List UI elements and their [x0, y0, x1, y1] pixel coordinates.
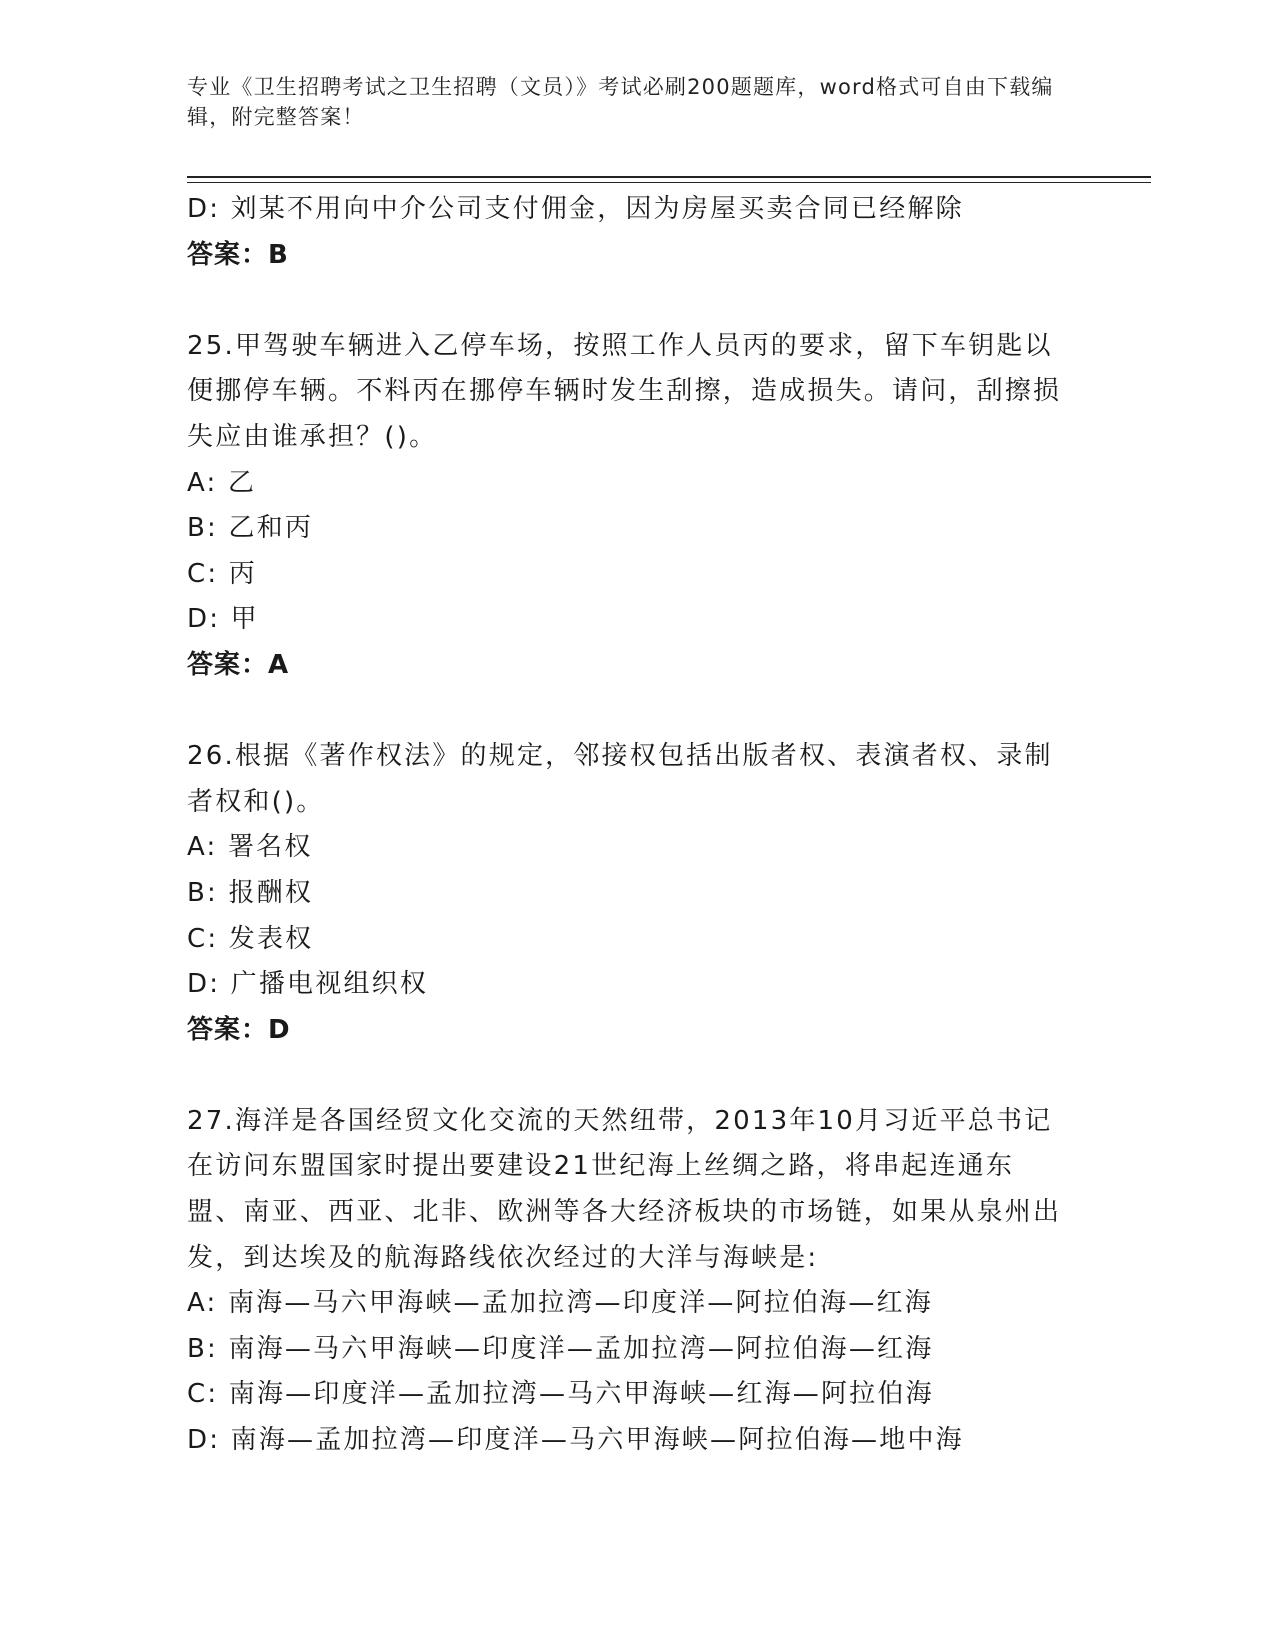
- option-c: C: 丙: [187, 558, 257, 589]
- question-27-text: 27.海洋是各国经贸文化交流的天然纽带，2013年10月习近平总书记在访问东盟国家时提出要建设21世纪海上丝绸之路，将串起连通东盟、南亚、西亚、北非、欧洲等各大经济板块的市场链，如果从泉州出发，到达埃及的航海路线依次经过的大洋与海峡是:: [187, 1105, 1062, 1273]
- option-b: B: 乙和丙: [187, 513, 314, 544]
- answer: 答案：A: [187, 649, 290, 680]
- header-divider-thick: [187, 176, 1151, 178]
- answer: 答案：B: [187, 239, 289, 270]
- question-content: [187, 187, 1087, 1464]
- option-b: B: 南海—马六甲海峡—印度洋—孟加拉湾—阿拉伯海—红海: [187, 1333, 934, 1364]
- question-25-text: 25.甲驾驶车辆进入乙停车场，按照工作人员丙的要求，留下车钥匙以便挪停车辆。不料丙在挪停车辆时发生刮擦，造成损失。请问，刮擦损失应由谁承担？()。: [187, 330, 1062, 452]
- option-a: A: 南海—马六甲海峡—孟加拉湾—印度洋—阿拉伯海—红海: [187, 1288, 933, 1319]
- option-a: A: 署名权: [187, 832, 313, 863]
- option-d: D: 南海—孟加拉湾—印度洋—马六甲海峡—阿拉伯海—地中海: [187, 1425, 964, 1456]
- option-d: D: 甲: [187, 604, 259, 635]
- header-divider-thin: [187, 182, 1151, 183]
- question-26-text: 26.根据《著作权法》的规定，邻接权包括出版者权、表演者权、录制者权和()。: [187, 741, 1053, 817]
- option-b: B: 报酬权: [187, 877, 314, 908]
- document-header: 专业《卫生招聘考试之卫生招聘（文员）》考试必刷200题题库，word格式可自由下载编辑，附完整答案！: [187, 75, 1054, 129]
- answer: 答案：D: [187, 1014, 291, 1045]
- option-c: C: 发表权: [187, 923, 314, 954]
- option-c: C: 南海—印度洋—孟加拉湾—马六甲海峡—红海—阿拉伯海: [187, 1379, 934, 1410]
- option-a: A: 乙: [187, 467, 257, 498]
- option-d: D: 广播电视组织权: [187, 969, 429, 1000]
- option-d: D: 刘某不用向中介公司支付佣金，因为房屋买卖合同已经解除: [187, 194, 964, 224]
